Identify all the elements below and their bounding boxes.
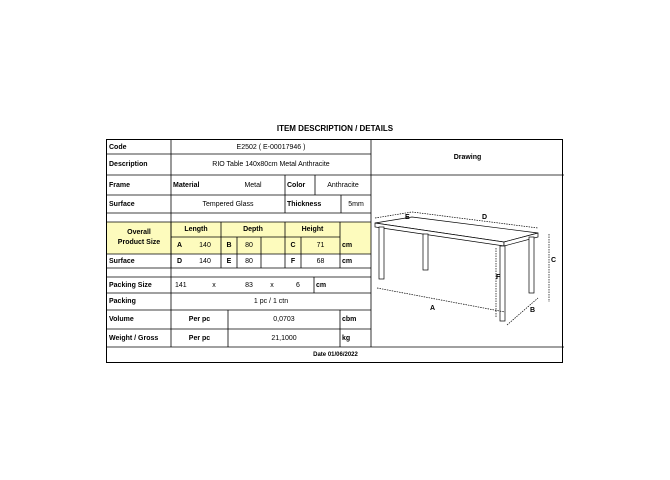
thickness-value: 5mm bbox=[348, 200, 364, 208]
surface-material-value: Tempered Glass bbox=[202, 200, 254, 208]
volume-value: 0,0703 bbox=[273, 316, 295, 323]
packing-label: Packing bbox=[109, 298, 136, 305]
packing-value: 1 pc / 1 ctn bbox=[253, 298, 289, 305]
dim-d-label: D bbox=[177, 257, 183, 265]
frame-color-label: Color bbox=[287, 181, 306, 189]
overall-unit: cm bbox=[342, 242, 353, 249]
surface-dims-unit: cm bbox=[342, 257, 353, 265]
drawing-letter-d: D bbox=[482, 214, 488, 221]
drawing-letter-c: C bbox=[551, 257, 557, 264]
dim-b-value: 80 bbox=[245, 242, 253, 249]
depth-header: Depth bbox=[243, 226, 263, 233]
height-header: Height bbox=[301, 226, 324, 233]
frame-color-value: Anthracite bbox=[327, 181, 359, 189]
description-value: RIO Table 140x80cm Metal Anthracite bbox=[212, 161, 330, 168]
packing-length: 141 bbox=[175, 281, 187, 289]
packing-x2: x bbox=[270, 281, 274, 289]
volume-per: Per pc bbox=[188, 316, 211, 323]
weight-per: Per pc bbox=[188, 334, 211, 342]
packing-height: 6 bbox=[296, 281, 300, 289]
item-details-sheet bbox=[106, 139, 563, 363]
dim-c-value: 71 bbox=[316, 242, 325, 249]
frame-material-value: Metal bbox=[244, 181, 262, 189]
dim-b-label: B bbox=[226, 242, 232, 249]
dim-f-value: 68 bbox=[316, 257, 325, 265]
code-label: Code bbox=[109, 143, 127, 151]
packing-size-unit: cm bbox=[316, 281, 327, 289]
drawing-header: Drawing bbox=[453, 154, 482, 161]
thickness-label: Thickness bbox=[287, 200, 322, 208]
drawing-letter-b: B bbox=[530, 307, 536, 314]
code-value: E2502 ( E-00017946 ) bbox=[236, 143, 306, 151]
volume-label: Volume bbox=[109, 316, 134, 323]
weight-label: Weight / Gross bbox=[109, 334, 159, 342]
table-drawing bbox=[107, 140, 564, 364]
packing-width: 83 bbox=[245, 281, 253, 289]
dim-a-value: 140 bbox=[199, 242, 211, 249]
volume-unit: cbm bbox=[342, 316, 357, 323]
surface-label: Surface bbox=[109, 200, 135, 208]
dim-e-label: E bbox=[226, 257, 232, 265]
dim-a-label: A bbox=[177, 242, 183, 249]
page-title: ITEM DESCRIPTION / DETAILS bbox=[276, 124, 394, 133]
drawing-letter-f: F bbox=[496, 274, 501, 281]
description-label: Description bbox=[109, 161, 148, 168]
surface-dims-label: Surface bbox=[109, 257, 135, 265]
overall-size-label: Overall Product Size bbox=[117, 229, 161, 246]
date-stamp: Date 01/06/2022 bbox=[313, 352, 358, 358]
packing-x1: x bbox=[212, 281, 216, 289]
drawing-letter-e: E bbox=[405, 214, 410, 221]
weight-unit: kg bbox=[342, 334, 351, 342]
dim-c-label: C bbox=[290, 242, 296, 249]
length-header: Length bbox=[184, 226, 208, 233]
dim-f-label: F bbox=[290, 257, 296, 265]
drawing-letter-a: A bbox=[430, 305, 436, 312]
frame-label: Frame bbox=[109, 181, 131, 189]
frame-material-label: Material bbox=[173, 181, 200, 189]
dim-d-value: 140 bbox=[199, 257, 211, 265]
weight-value: 21,1000 bbox=[271, 334, 297, 342]
dim-e-value: 80 bbox=[245, 257, 253, 265]
packing-size-label: Packing Size bbox=[109, 281, 152, 289]
